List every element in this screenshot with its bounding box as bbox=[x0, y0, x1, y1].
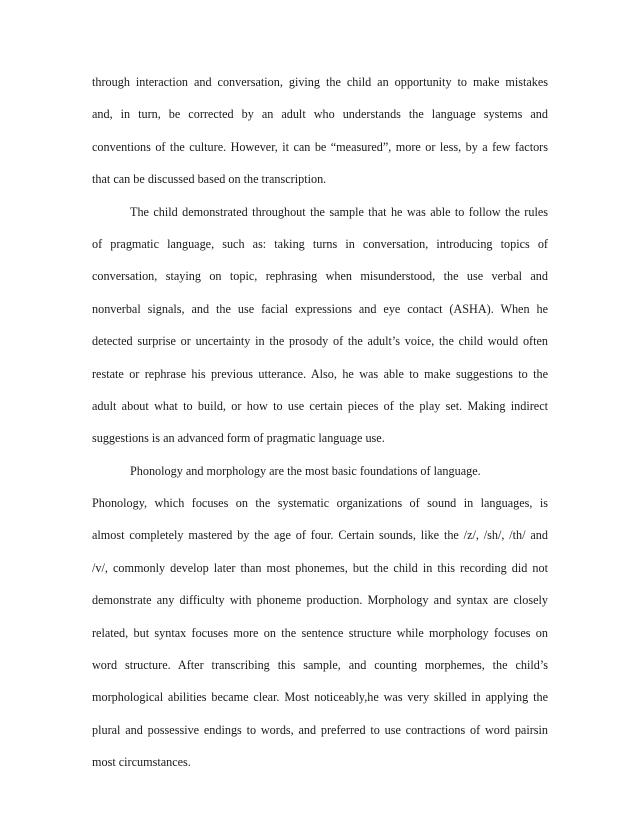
text-line: conventions of the culture. However, it can be “measured”, more or less, by a few factors bbox=[92, 139, 548, 154]
text-line: plural and possessive endings to words, and preferred to use contractions of word pairsin bbox=[92, 722, 548, 737]
text-line: that can be discussed based on the transcription. bbox=[92, 172, 327, 187]
text-line: through interaction and conversation, giving the child an opportunity to make mistakes bbox=[92, 75, 548, 89]
paragraph-first-line: The child demonstrated throughout the sample that he was able to follow the rules bbox=[130, 204, 548, 219]
text-line: /v/, commonly develop later than most phonemes, but the child in this recording did not bbox=[92, 560, 548, 575]
text-line: and, in turn, be corrected by an adult who understands the language systems and bbox=[92, 107, 548, 122]
text-line: morphological abilities became clear. Most noticeably,he was very skilled in applying the bbox=[92, 690, 548, 705]
text-line: conversation, staying on topic, rephrasing when misunderstood, the use verbal and bbox=[92, 269, 548, 284]
text-line: of pragmatic language, such as: taking turns in conversation, introducing topics of bbox=[92, 236, 548, 251]
text-line: suggestions is an advanced form of pragmatic language use. bbox=[92, 431, 385, 446]
text-line: most circumstances. bbox=[92, 755, 191, 770]
body-text bbox=[92, 66, 548, 779]
text-line: word structure. After transcribing this sample, and counting morphemes, the child’s bbox=[92, 658, 548, 673]
text-line: almost completely mastered by the age of four. Certain sounds, like the /z/, /sh/, /th/ and bbox=[92, 528, 548, 543]
text-line: related, but syntax focuses more on the sentence structure while morphology focuses on bbox=[92, 625, 548, 640]
text-line: nonverbal signals, and the use facial expressions and eye contact (ASHA). When he bbox=[92, 301, 548, 316]
paragraph-first-line: Phonology and morphology are the most basic foundations of language. bbox=[130, 463, 481, 478]
text-line: Phonology, which focuses on the systematic organizations of sound in languages, is bbox=[92, 496, 548, 511]
text-line: detected surprise or uncertainty in the prosody of the adult’s voice, the child would often bbox=[92, 334, 548, 349]
text-line: adult about what to build, or how to use certain pieces of the play set. Making indirect bbox=[92, 398, 548, 413]
text-line: restate or rephrase his previous utterance. Also, he was able to make suggestions to the bbox=[92, 366, 548, 381]
text-line: demonstrate any difficulty with phoneme production. Morphology and syntax are closely bbox=[92, 593, 548, 608]
